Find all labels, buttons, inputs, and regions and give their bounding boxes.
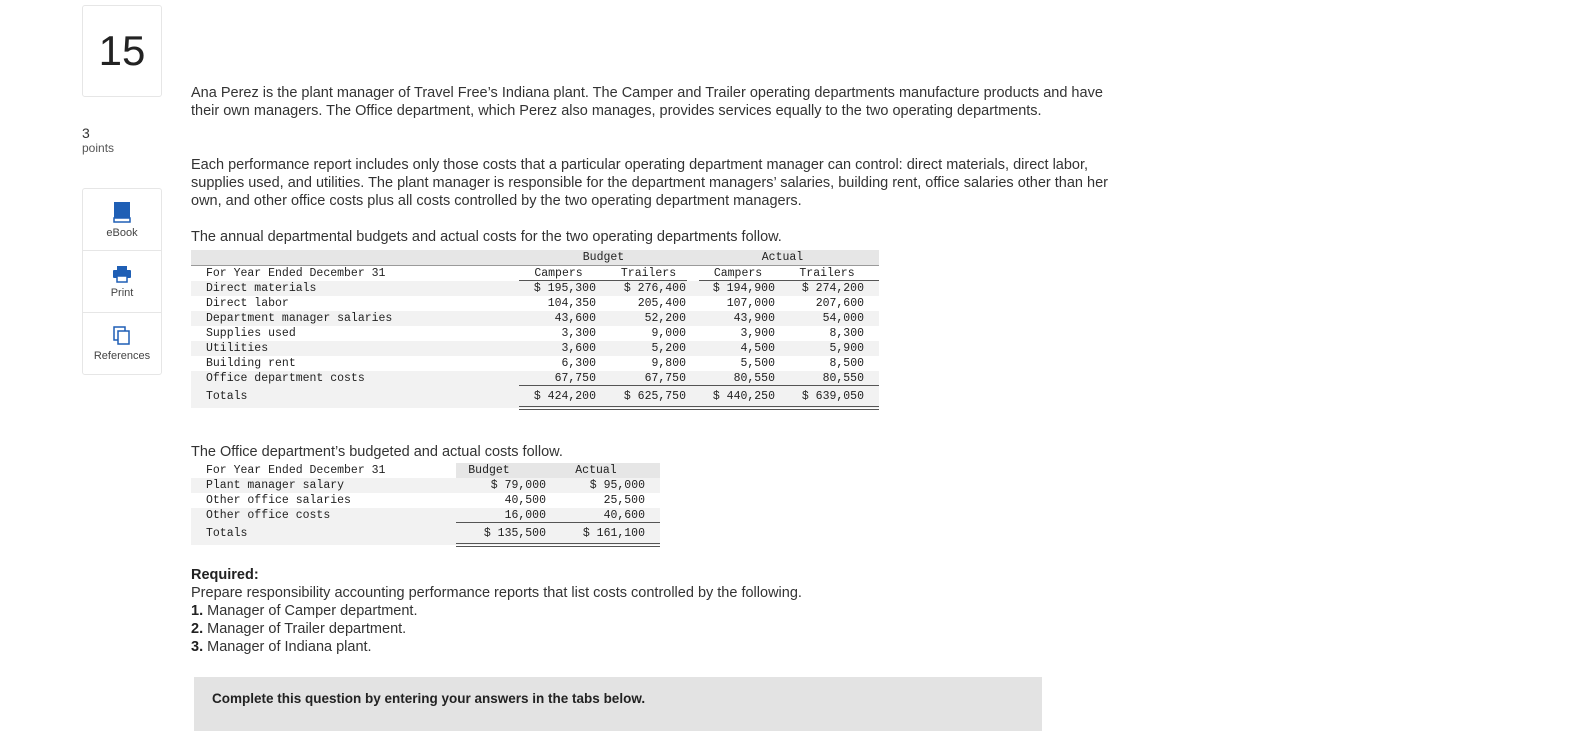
- tools-panel: [82, 188, 162, 375]
- print-label: Print: [110, 286, 134, 299]
- points-block: [82, 126, 114, 156]
- total-cell: $ 424,200: [533, 390, 596, 403]
- total-cell: $ 161,100: [582, 527, 645, 540]
- intro-paragraph: Ana Perez is the plant manager of Travel Free’s Indiana plant. The Camper and Trailer operating departments manufacture products and have their own managers. The Office department, which Perez also manages, provides services equally to the two operating departments.: [191, 84, 1103, 119]
- cell: 6,300: [561, 357, 596, 370]
- table-row: [191, 326, 879, 341]
- ebook-button[interactable]: [83, 189, 161, 251]
- cell: 104,350: [547, 297, 596, 310]
- row-label: Supplies used: [206, 327, 296, 340]
- question-number: 15: [82, 5, 162, 97]
- totals-label: Totals: [206, 527, 248, 540]
- column-header: Campers: [534, 267, 583, 280]
- item-number: 3.: [191, 639, 204, 655]
- column-header: Actual: [546, 463, 660, 478]
- cell: 205,400: [637, 297, 686, 310]
- totals-label: Totals: [206, 390, 248, 403]
- row-label: Utilities: [206, 342, 269, 355]
- references-button[interactable]: [83, 313, 161, 374]
- cell: 9,800: [651, 357, 686, 370]
- total-cell: $ 135,500: [483, 527, 546, 540]
- references-label: References: [93, 349, 151, 362]
- required-item: [191, 620, 1091, 638]
- row-label: Department manager salaries: [206, 312, 393, 325]
- cell: 25,500: [603, 494, 645, 507]
- required-item: [191, 602, 1091, 620]
- cell: 8,500: [829, 357, 864, 370]
- column-header: Trailers: [799, 267, 855, 280]
- period-label: For Year Ended December 31: [206, 464, 386, 477]
- required-item: [191, 638, 1091, 656]
- column-header: Campers: [713, 267, 763, 280]
- office-costs-paragraph: The Office department’s budgeted and actual costs follow.: [191, 443, 563, 460]
- cell: 43,600: [554, 312, 596, 325]
- table-row: [191, 356, 879, 371]
- cell: 16,000: [504, 509, 546, 522]
- printer-icon: [112, 265, 132, 283]
- table-row: [191, 508, 660, 523]
- total-cell: $ 625,750: [623, 390, 686, 403]
- cell: 5,500: [740, 357, 775, 370]
- table-group-header: [191, 250, 879, 265]
- row-label: Office department costs: [206, 372, 365, 385]
- cell: 54,000: [822, 312, 864, 325]
- cell: 207,600: [815, 297, 864, 310]
- cell: 107,000: [726, 297, 775, 310]
- cell: $ 79,000: [490, 479, 546, 492]
- table-header-row: [191, 463, 660, 478]
- column-header: Budget: [456, 463, 546, 478]
- table-row: [191, 341, 879, 356]
- table-row: [191, 311, 879, 326]
- copy-icon: [113, 326, 131, 346]
- cell: 3,600: [561, 342, 596, 355]
- total-cell: $ 639,050: [801, 390, 864, 403]
- cell: 3,300: [561, 327, 596, 340]
- item-text: Manager of Indiana plant.: [207, 639, 372, 655]
- table-row: [191, 371, 879, 386]
- required-intro: Prepare responsibility accounting performance reports that list costs controlled by the following.: [191, 585, 802, 601]
- budgets-intro-paragraph: The annual departmental budgets and actual costs for the two operating departments follow.: [191, 228, 782, 245]
- budget-group-header: Budget: [582, 251, 625, 264]
- total-cell: $ 440,250: [712, 390, 775, 403]
- cell: $ 276,400: [623, 282, 686, 295]
- cell: 52,200: [644, 312, 686, 325]
- points-label: points: [82, 141, 115, 155]
- cell: 8,300: [829, 327, 864, 340]
- table-row: [191, 493, 660, 508]
- cell: 4,500: [740, 342, 775, 355]
- cell: 80,550: [822, 372, 864, 385]
- cell: $ 194,900: [712, 282, 775, 295]
- item-number: 1.: [191, 603, 204, 619]
- table-header-row: [191, 265, 879, 281]
- cell: 3,900: [740, 327, 775, 340]
- column-header: Trailers: [620, 267, 677, 280]
- performance-report-paragraph: Each performance report includes only those costs that a particular operating department manager can control: direct materials, direct labor, supplies used, and utilities. The plant manager is responsible for the department managers’ salaries, building rent, office salaries other than her own, and other office costs plus all costs controlled by the two operating department managers.: [191, 156, 1108, 209]
- book-icon: [113, 201, 131, 223]
- instructions-banner: [194, 677, 1042, 731]
- points-value: 3: [82, 125, 90, 141]
- ebook-label: eBook: [106, 226, 138, 239]
- instructions-text: Complete this question by entering your answers in the tabs below.: [212, 691, 646, 706]
- cell: 67,750: [554, 372, 596, 385]
- cell: 40,600: [603, 509, 645, 522]
- cell: 5,900: [829, 342, 864, 355]
- cell: 80,550: [733, 372, 775, 385]
- cell: 43,900: [733, 312, 775, 325]
- required-section: [191, 566, 1091, 656]
- cell: $ 274,200: [801, 282, 864, 295]
- totals-row: [191, 523, 660, 545]
- cell: 9,000: [651, 327, 686, 340]
- row-label: Building rent: [206, 357, 296, 370]
- table-row: [191, 478, 660, 493]
- row-label: Direct materials: [206, 282, 317, 295]
- actual-group-header: Actual: [761, 251, 804, 264]
- cell: $ 95,000: [589, 479, 645, 492]
- item-text: Manager of Trailer department.: [207, 621, 407, 637]
- item-text: Manager of Camper department.: [207, 603, 418, 619]
- item-number: 2.: [191, 621, 204, 637]
- row-label: Direct labor: [206, 297, 289, 310]
- office-department-table: [191, 463, 660, 545]
- totals-row: [191, 386, 879, 408]
- table-row: [191, 281, 879, 296]
- cell: $ 195,300: [533, 282, 596, 295]
- period-label: For Year Ended December 31: [206, 267, 386, 280]
- print-button[interactable]: [83, 251, 161, 313]
- required-heading: Required:: [191, 567, 259, 583]
- cell: 40,500: [504, 494, 546, 507]
- row-label: Other office salaries: [206, 494, 351, 507]
- operating-departments-table: [191, 250, 879, 408]
- row-label: Other office costs: [206, 509, 331, 522]
- cell: 5,200: [651, 342, 686, 355]
- table-row: [191, 296, 879, 311]
- row-label: Plant manager salary: [206, 479, 345, 492]
- cell: 67,750: [644, 372, 686, 385]
